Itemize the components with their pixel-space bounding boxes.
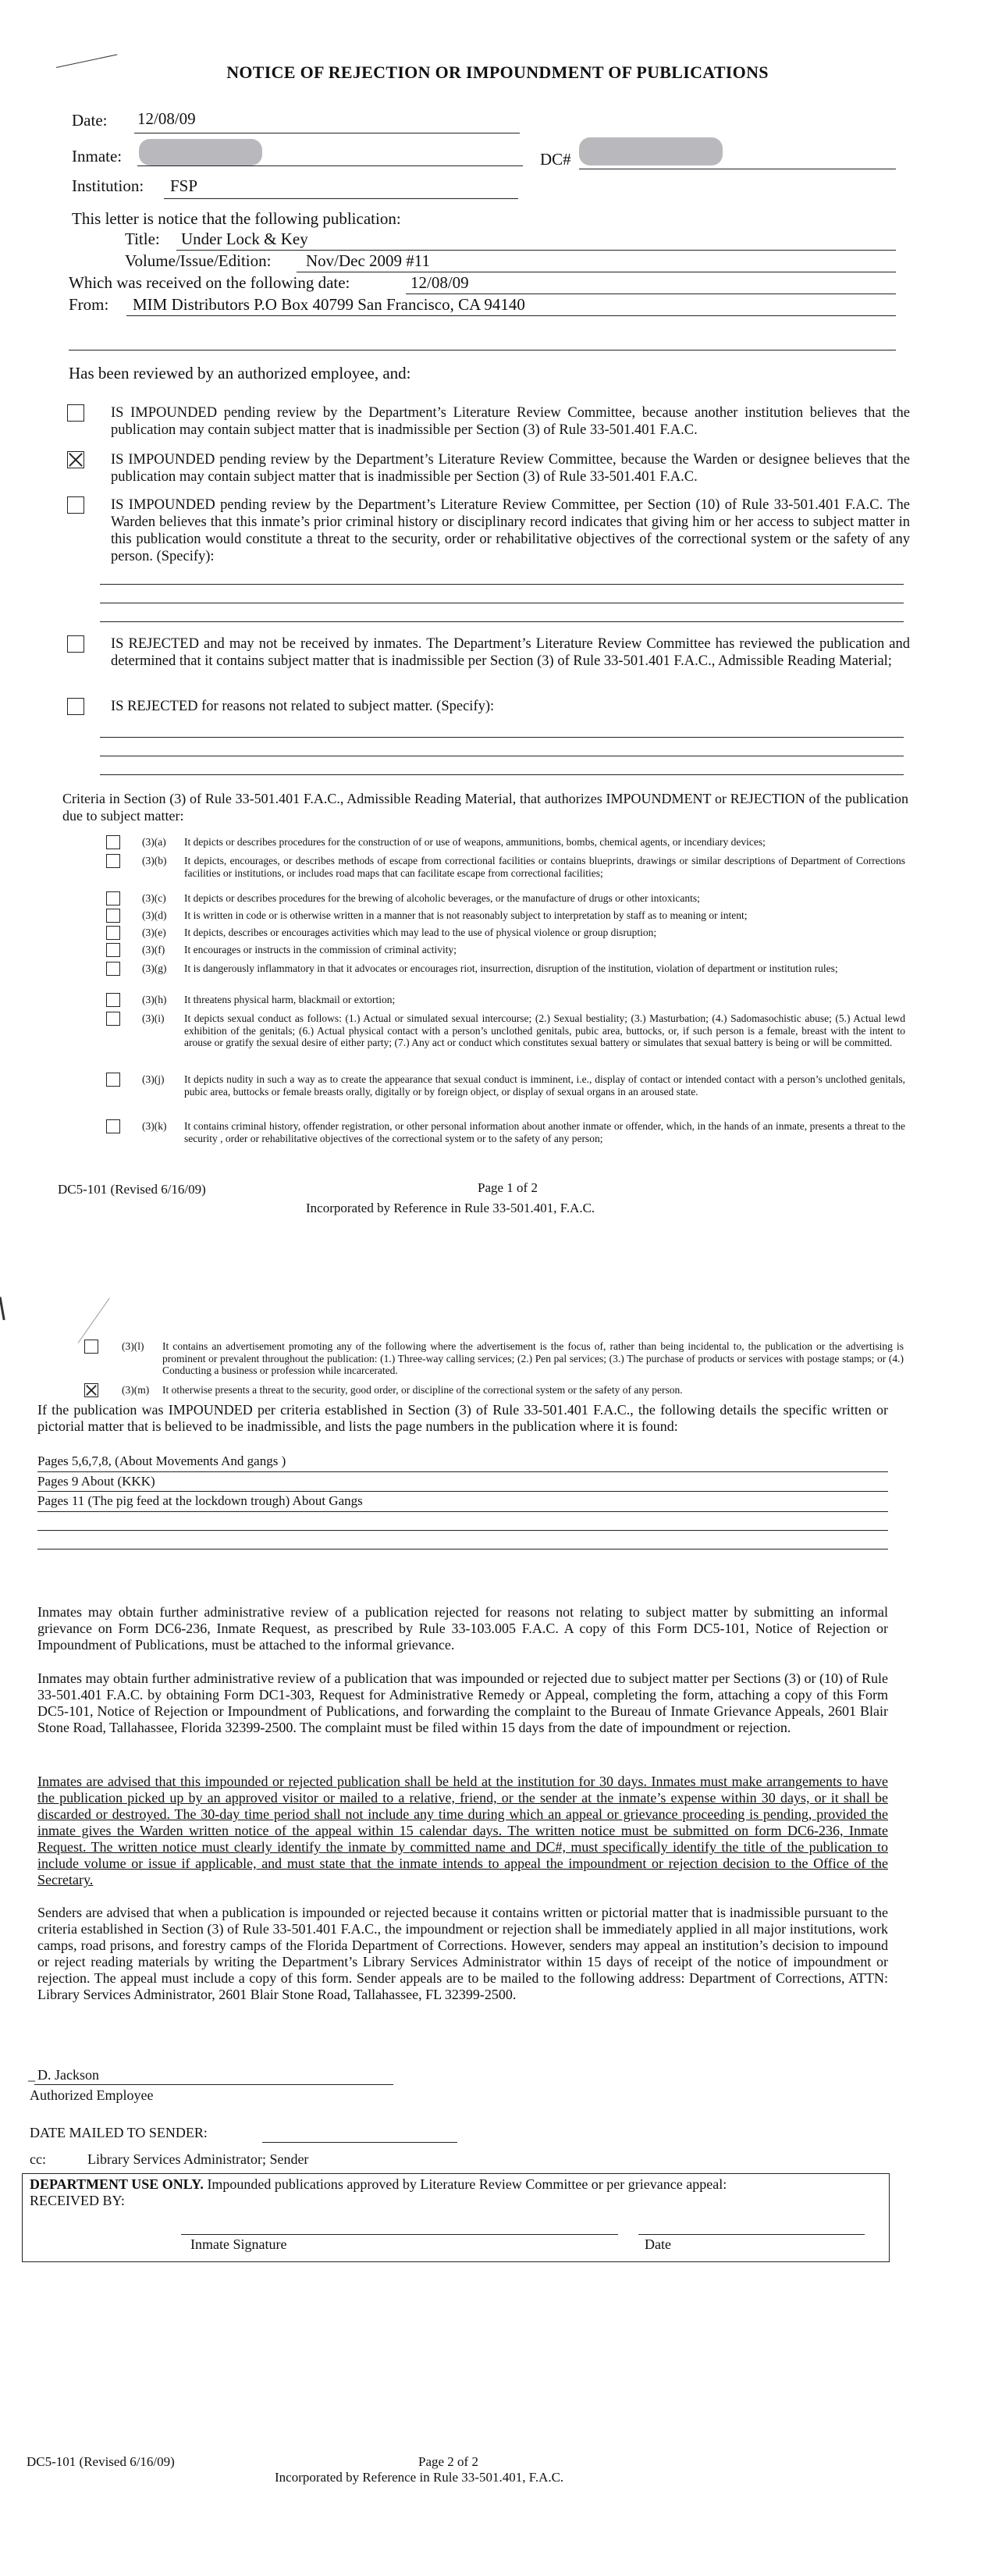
option-2-text: IS IMPOUNDED pending review by the Department’s Literature Review Committee, because the Warden or designee believes that the publication may contain subject matter that is inadmissible per Section (3) of Rule 33-501.401 F.A.C. xyxy=(111,452,910,485)
from-value: MIM Distributors P.O Box 40799 San Francisco, CA 94140 xyxy=(133,295,525,314)
dc-label: DC# xyxy=(540,150,571,169)
option-4-text: IS REJECTED and may not be received by inmates. The Department’s Literature Review Committee has reviewed the publication and determined that it contains subject matter that is inadmissible per Section (3) of Rule 33-501.401 F.A.C., Admissible Reading Material; xyxy=(111,636,910,669)
criteria-c-checkbox[interactable] xyxy=(106,891,120,906)
footer-page-number-2: Page 2 of 2 xyxy=(418,2454,478,2469)
criteria-j-code: (3)(j) xyxy=(142,1073,165,1085)
criteria-f-text: It encourages or instructs in the commission of criminal activity; xyxy=(184,944,457,955)
criteria-d-text: It is written in code or is otherwise written in a manner that is not reasonably subject to interpretation by staff as to meaning or intent; xyxy=(184,909,748,921)
volume-value: Nov/Dec 2009 #11 xyxy=(306,251,431,270)
criteria-a-text: It depicts or describes procedures for the construction of or use of weapons, ammunitions, bombs, chemical agents, or incendiary devices; xyxy=(184,836,766,848)
reviewed-line: Has been reviewed by an authorized employee, and: xyxy=(69,364,411,382)
criteria-a-code: (3)(a) xyxy=(142,836,166,848)
criteria-h-checkbox[interactable] xyxy=(106,993,120,1007)
date-value: 12/08/09 xyxy=(137,109,196,128)
criteria-a-checkbox[interactable] xyxy=(106,835,120,849)
criteria-c-code: (3)(c) xyxy=(142,892,166,904)
date-mailed-label: DATE MAILED TO SENDER: xyxy=(30,2125,208,2140)
reject-specify-line-3 xyxy=(100,774,904,775)
details-rule-3 xyxy=(37,1511,888,1512)
criteria-i-checkbox[interactable] xyxy=(106,1012,120,1026)
criteria-intro: Criteria in Section (3) of Rule 33-501.401 F.A.C., Admissible Reading Material, that authorizes IMPOUNDMENT or REJECTION of the publication due to subject matter: xyxy=(62,791,908,824)
institution-label: Institution: xyxy=(72,176,144,195)
redacted-dc-number xyxy=(579,137,723,165)
scan-fold-mark xyxy=(78,1298,110,1343)
details-line-1: Pages 5,6,7,8, (About Movements And gangs ) xyxy=(37,1453,286,1468)
details-line-3: Pages 11 (The pig feed at the lockdown trough) About Gangs xyxy=(37,1493,363,1508)
title-label: Title: xyxy=(125,229,160,248)
dept-use-line xyxy=(30,2176,880,2193)
criteria-i-code: (3)(i) xyxy=(142,1012,165,1024)
date-mailed-line xyxy=(262,2142,457,2143)
criteria-k-code: (3)(k) xyxy=(142,1120,167,1132)
signature-line xyxy=(34,2084,393,2085)
criteria-b-code: (3)(b) xyxy=(142,855,167,866)
page-1 xyxy=(0,0,995,1280)
criteria-g-code: (3)(g) xyxy=(142,962,167,974)
criteria-c-text: It depicts or describes procedures for the brewing of alcoholic beverages, or the manufacture of drugs or other intoxicants; xyxy=(184,892,700,904)
criteria-l-code: (3)(l) xyxy=(122,1340,144,1352)
specify-line-3 xyxy=(100,621,904,622)
criteria-l-text: It contains an advertisement promoting any of the following where the advertisement is the focus of, rather than being incidental to, the publication or the advertising is prominent or prevalent throughout the publication: (1.) Three-way calling services; (2.) Pen pal services; (3.) The purchase of products or services with postage stamps; or (4.) Conducting a business or profession while incarcerated. xyxy=(162,1340,904,1376)
criteria-h-text: It threatens physical harm, blackmail or extortion; xyxy=(184,994,396,1005)
volume-label: Volume/Issue/Edition: xyxy=(125,251,272,270)
footer-form-number: DC5-101 (Revised 6/16/09) xyxy=(58,1182,206,1197)
document-title: NOTICE OF REJECTION OR IMPOUNDMENT OF PUBLICATIONS xyxy=(226,62,769,82)
criteria-f-code: (3)(f) xyxy=(142,944,165,955)
criteria-m-code: (3)(m) xyxy=(122,1384,150,1396)
page-2 xyxy=(0,1280,995,2576)
criteria-g-checkbox[interactable] xyxy=(106,962,120,976)
specify-line-1 xyxy=(100,584,904,585)
criteria-j-checkbox[interactable] xyxy=(106,1073,120,1087)
institution-value: FSP xyxy=(170,176,198,195)
criteria-e-text: It depicts, describes or encourages activities which may lead to the use of physical violence or group disruption; xyxy=(184,927,657,938)
signer-dash: _ xyxy=(28,2067,35,2083)
from-label: From: xyxy=(69,295,109,314)
checkmark-x-icon xyxy=(68,452,84,468)
title-value: Under Lock & Key xyxy=(181,229,308,248)
criteria-e-code: (3)(e) xyxy=(142,927,166,938)
details-line-2: Pages 9 About (KKK) xyxy=(37,1474,155,1489)
option-1-text: IS IMPOUNDED pending review by the Department’s Literature Review Committee, because another institution believes that the publication may contain subject matter that is inadmissible per Section (3) of Rule 33-501.401 F.A.C. xyxy=(111,405,910,438)
footer-page-number: Page 1 of 2 xyxy=(478,1180,538,1195)
received-label: Which was received on the following date: xyxy=(69,273,350,292)
receipt-date-caption: Date xyxy=(645,2236,671,2252)
cc-label: cc: xyxy=(30,2151,46,2167)
details-rule-1 xyxy=(37,1471,888,1472)
hold-paragraph: Inmates are advised that this impounded or rejected publication shall be held at the institution for 30 days. Inmates must make arrangements to have the publication picked up by an approved visitor or mailed to a relative, friend, or the sender at the inmate’s expense within 30 days, or it shall be discarded or destroyed. The 30-day time period shall not include any time during which an appeal or grievance proceeding is pending, provided the inmate gives the Warden written notice of the appeal within 15 calendar days. The written notice must be submitted on form DC6-236, Inmate Request. The written notice must clearly identify the inmate by committed name and DC#, must specifically identify the title of the publication to include volume or issue if applicable, and must state that the inmate intends to appeal the impoundment or rejection decision to the Office of the Secretary. xyxy=(37,1774,888,1888)
inmate-signature-line xyxy=(181,2234,618,2235)
footer-incorporated-2: Incorporated by Reference in Rule 33-501.401, F.A.C. xyxy=(275,2470,564,2485)
criteria-d-checkbox[interactable] xyxy=(106,909,120,923)
redacted-inmate-name xyxy=(139,139,262,165)
date-label: Date: xyxy=(72,111,108,130)
option-5-checkbox[interactable] xyxy=(67,698,84,715)
footer-form-number-2: DC5-101 (Revised 6/16/09) xyxy=(27,2454,175,2469)
signer-name: D. Jackson xyxy=(37,2067,99,2083)
option-1-checkbox[interactable] xyxy=(67,404,84,422)
impound-details-intro: If the publication was IMPOUNDED per criteria established in Section (3) of Rule 33-501.401 F.A.C., the following details the specific written or pictorial matter that is believed to be inadmissible, and lists the page numbers in the publication where it is found: xyxy=(37,1402,888,1434)
criteria-k-text: It contains criminal history, offender registration, or other personal information about another inmate or offender, which, in the hands of an inmate, presents a threat to the security , order or rehabilitative objectives of the correctional system or to the safety of any person; xyxy=(184,1120,905,1144)
scan-edge-mark xyxy=(0,1297,5,1320)
from-underline xyxy=(126,315,896,316)
senders-paragraph: Senders are advised that when a publication is impounded or rejected because it contains written or pictorial matter that is inadmissible pursuant to the criteria established in Section (3) of Rule 33-501.401 F.A.C., the impoundment or rejection shall be immediately applied in all major institutions, work camps, road prisons, and forestry camps of the Florida Department of Corrections. However, senders may appeal an institution’s decision to impound or reject reading materials by writing the Department’s Library Services Administrator within 15 days of receipt of the notice of impoundment or rejection. The appeal must include a copy of this form. Sender appeals are to be mailed to the following address: Department of Corrections, ATTN: Library Services Administrator, 2601 Blair Stone Road, Tallahassee, FL 32399-2500. xyxy=(37,1905,888,2002)
review-paragraph: Inmates may obtain further administrative review of a publication rejected for reasons not relating to subject matter by submitting an informal grievance on Form DC6-236, Inmate Request, as prescribed by Rule 33-103.005 F.A.C. A copy of this Form DC5-101, Notice of Rejection or Impoundment of Publications, must be attached to the informal grievance. xyxy=(37,1604,888,1653)
footer-incorporated: Incorporated by Reference in Rule 33-501.401, F.A.C. xyxy=(306,1201,595,1215)
notice-line: This letter is notice that the following publication: xyxy=(72,209,401,228)
details-rule-2 xyxy=(37,1491,888,1492)
criteria-l-checkbox[interactable] xyxy=(84,1340,98,1354)
criteria-d-code: (3)(d) xyxy=(142,909,167,921)
checkmark-x-icon xyxy=(85,1384,98,1397)
criteria-e-checkbox[interactable] xyxy=(106,926,120,940)
title-underline xyxy=(176,250,896,251)
criteria-k-checkbox[interactable] xyxy=(106,1119,120,1133)
criteria-h-code: (3)(h) xyxy=(142,994,167,1005)
criteria-m-text: It otherwise presents a threat to the security, good order, or discipline of the correctional system or the safety of any person. xyxy=(162,1384,683,1396)
received-value: 12/08/09 xyxy=(410,273,469,292)
criteria-j-text: It depicts nudity in such a way as to create the appearance that sexual conduct is imminent, i.e., display of contact or intended contact with a person’s unclothed genitals, pubic area, buttocks or female breasts orally, digitally or by foreign object, or display of sexual organs in an aroused state. xyxy=(184,1073,905,1098)
criteria-f-checkbox[interactable] xyxy=(106,943,120,957)
dept-use-heading: DEPARTMENT USE ONLY. xyxy=(30,2176,204,2192)
criteria-b-checkbox[interactable] xyxy=(106,854,120,868)
signer-title: Authorized Employee xyxy=(30,2087,154,2103)
criteria-b-text: It depicts, encourages, or describes methods of escape from correctional facilities or contains blueprints, drawings or similar descriptions of Department of Corrections facilities or institutions, or includes road maps that can facilitate escape from correctional facilities; xyxy=(184,855,905,879)
inmate-signature-caption: Inmate Signature xyxy=(190,2236,287,2252)
institution-underline xyxy=(164,198,518,199)
criteria-m-checkbox[interactable] xyxy=(84,1383,98,1397)
option-2-checkbox[interactable] xyxy=(67,451,84,468)
option-3-checkbox[interactable] xyxy=(67,496,84,514)
inmate-underline xyxy=(137,165,523,166)
reject-specify-line-1 xyxy=(100,737,904,738)
option-5-text: IS REJECTED for reasons not related to subject matter. (Specify): xyxy=(111,699,495,714)
details-rule-4 xyxy=(37,1530,888,1531)
appeal-paragraph: Inmates may obtain further administrative review of a publication that was impounded or rejected due to subject matter per Sections (3) or (10) of Rule 33-501.401 F.A.C. by obtaining Form DC1-303, Request for Administrative Remedy or Appeal, completing the form, attaching a copy of this Form DC5-101, Notice of Rejection or Impoundment of Publications, and forwarding the complaint to the Bureau of Inmate Grievance Appeals, 2601 Blair Stone Road, Tallahassee, Florida 32399-2500. The complaint must be filed within 15 days from the date of impoundment or rejection. xyxy=(37,1670,888,1735)
details-rule-5 xyxy=(37,1549,888,1550)
receipt-date-line xyxy=(638,2234,865,2235)
received-by-label: RECEIVED BY: xyxy=(30,2193,125,2208)
inmate-label: Inmate: xyxy=(72,147,123,165)
option-4-checkbox[interactable] xyxy=(67,635,84,653)
criteria-i-text: It depicts sexual conduct as follows: (1.) Actual or simulated sexual intercourse; (2.) Sexual bestiality; (3.) Masturbation; (4.) Sadomasochistic abuse; (5.) Actual lewd exhibition of the genitals; (6.) Actual physical contact with a person’s unclothed genitals, pubic area, buttocks, or, if such person is a female, breast with the intent to arouse or gratify the sexual desire of either party; (7.) Any act or conduct which constitutes sexual battery or simulates that sexual battery is being or will be committed. xyxy=(184,1012,905,1048)
option-3-text: IS IMPOUNDED pending review by the Department’s Literature Review Committee, per Section (10) of Rule 33-501.401 F.A.C. The Warden believes that this inmate’s prior criminal history or disciplinary record indicates that giving him or her access to subject matter in this publication would constitute a threat to the security, order or rehabilitative objectives of the correctional system or the safety of any person. (Specify): xyxy=(111,497,910,564)
criteria-g-text: It is dangerously inflammatory in that it advocates or encourages riot, insurrection, disruption of the institution, violation of department or institution rules; xyxy=(184,962,838,974)
dept-use-text: Impounded publications approved by Literature Review Committee or per grievance appeal: xyxy=(207,2176,727,2192)
cc-value: Library Services Administrator; Sender xyxy=(87,2151,309,2167)
